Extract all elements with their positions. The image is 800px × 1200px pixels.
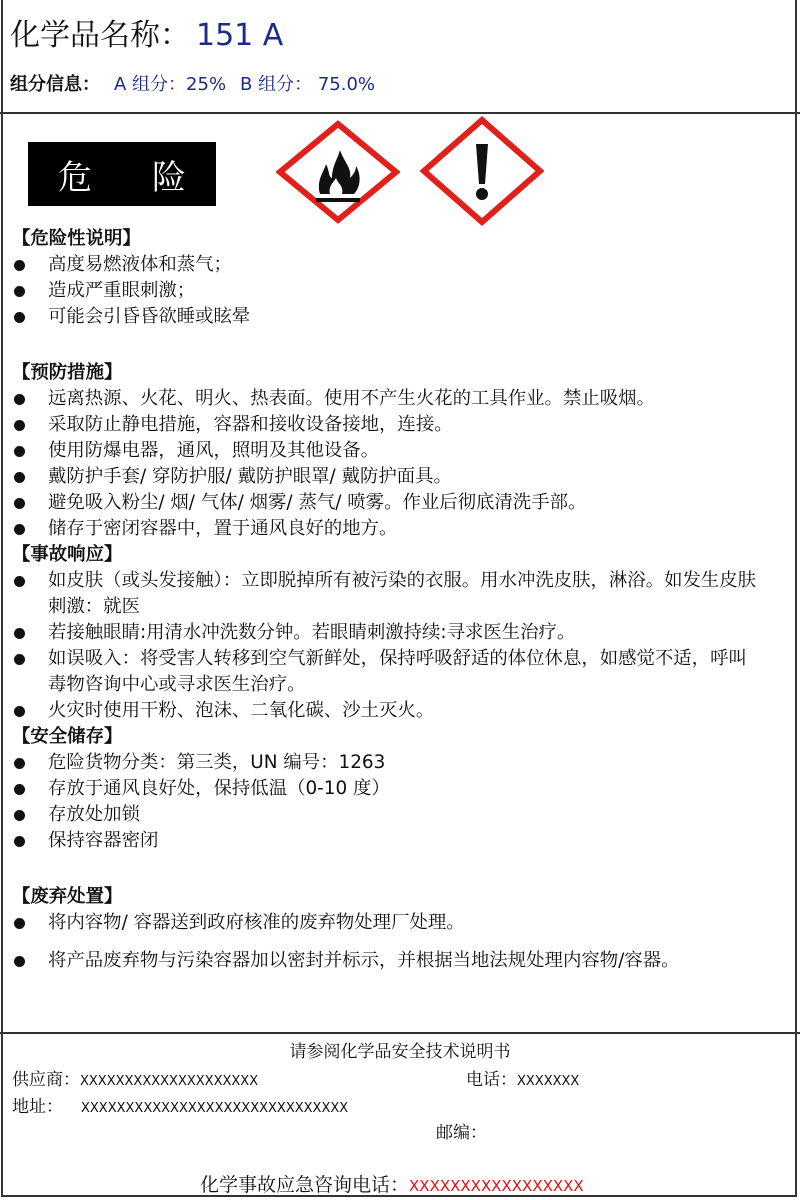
bullet-icon: [14, 758, 25, 769]
bullet-icon: [14, 472, 25, 483]
bullet-icon: [14, 498, 25, 509]
item-text: 储存于密闭容器中，置于通风良好的地方。: [48, 518, 398, 539]
list-item: [12, 412, 792, 438]
address-value: XXXXXXXXXXXXXXXXXXXXXXXXXXXXXX: [81, 1101, 349, 1116]
bullet-icon: [14, 836, 25, 847]
list-item: [12, 490, 792, 516]
supplier-value: XXXXXXXXXXXXXXXXXXXX: [80, 1074, 259, 1089]
section-heading: 【危险性说明】: [12, 228, 141, 249]
msds-note: 请参阅化学品安全技术说明书: [289, 1042, 511, 1062]
section-heading: 【预防措施】: [12, 362, 123, 383]
section-heading: 【事故响应】: [12, 544, 123, 565]
list-item: [12, 568, 792, 620]
item-text: 毒物咨询中心或寻求医生治疗。: [48, 674, 306, 695]
exclamation-icon: [420, 116, 544, 226]
list-item: [12, 278, 792, 304]
list-item: [12, 750, 792, 776]
hazard-sections: [12, 226, 792, 974]
bullet-icon: [14, 654, 25, 665]
list-item: [12, 386, 792, 412]
list-item: [12, 698, 792, 724]
component-a: A 组分：25%: [114, 74, 227, 95]
list-item: [12, 252, 792, 278]
phone-value: XXXXXXX: [517, 1074, 580, 1089]
flame-icon: [276, 120, 400, 224]
list-item: [12, 910, 792, 936]
bullet-icon: [14, 784, 25, 795]
section-heading: 【废弃处置】: [12, 886, 123, 907]
item-text: 危险货物分类：第三类，UN 编号：1263: [48, 752, 386, 773]
list-item: [12, 438, 792, 464]
postcode-label: 邮编：: [436, 1123, 487, 1143]
item-text: 采取防止静电措施，容器和接收设备接地，连接。: [48, 414, 453, 435]
item-text: 远离热源、火花、明火、热表面。使用不产生火花的工具作业。禁止吸烟。: [48, 388, 655, 409]
signal-char: 险: [152, 157, 186, 198]
divider: [0, 1032, 800, 1034]
address-label: 地址：: [12, 1097, 63, 1117]
item-text: 避免吸入粉尘/ 烟/ 气体/ 烟雾/ 蒸气/ 喷雾。作业后彻底清洗手部。: [48, 492, 587, 513]
bullet-icon: [14, 524, 25, 535]
section-heading: 【安全储存】: [12, 726, 123, 747]
list-item: [12, 948, 792, 974]
list-item: [12, 620, 792, 646]
list-item: [12, 776, 792, 802]
bullet-icon: [14, 446, 25, 457]
item-text: 刺激：就医: [48, 596, 140, 617]
phone-label: 电话：: [466, 1070, 517, 1090]
bullet-icon: [14, 956, 25, 967]
bullet-icon: [14, 918, 25, 929]
chemical-name: [10, 10, 283, 54]
list-item: [12, 802, 792, 828]
signal-char: 危: [58, 157, 92, 198]
item-text: 使用防爆电器，通风，照明及其他设备。: [48, 440, 380, 461]
item-text: 可能会引昏昏欲睡或眩晕: [48, 306, 251, 327]
bullet-icon: [14, 420, 25, 431]
item-text: 戴防护手套/ 穿防护服/ 戴防护眼罩/ 戴防护面具。: [48, 466, 452, 487]
bullet-icon: [14, 260, 25, 271]
list-item: [12, 646, 792, 698]
item-text: 存放于通风良好处，保持低温（0-10 度）: [48, 778, 390, 799]
item-text: 保持容器密闭: [48, 830, 159, 851]
item-text: 如误吸入：将受害人转移到空气新鲜处，保持呼吸舒适的体位休息，如感觉不适，呼叫: [48, 648, 747, 669]
bullet-icon: [14, 576, 25, 587]
list-item: [12, 304, 792, 330]
item-text: 将产品废弃物与污染容器加以密封并标示，并根据当地法规处理内容物/容器。: [48, 950, 680, 971]
bullet-icon: [14, 286, 25, 297]
component-info: [10, 70, 375, 96]
item-text: 高度易燃液体和蒸气；: [48, 254, 232, 275]
item-text: 将内容物/ 容器送到政府核准的废弃物处理厂处理。: [48, 912, 465, 933]
signal-word-danger: [28, 142, 216, 206]
supplier-label: 供应商：: [12, 1070, 80, 1090]
bullet-icon: [14, 312, 25, 323]
list-item: [12, 464, 792, 490]
chemical-name-value: 151 A: [196, 18, 284, 53]
item-text: 造成严重眼刺激；: [48, 280, 196, 301]
item-text: 存放处加锁: [48, 804, 140, 825]
bullet-icon: [14, 706, 25, 717]
emergency-phone: XXXXXXXXXXXXXXXXX: [409, 1177, 584, 1195]
item-text: 如皮肤（或头发接触）：立即脱掉所有被污染的衣服。用水冲洗皮肤，淋浴。如发生皮肤: [48, 570, 757, 591]
emergency-label: 化学事故应急咨询电话：: [200, 1174, 410, 1196]
item-text: 火灾时使用干粉、泡沫、二氧化碳、沙土灭火。: [48, 700, 435, 721]
bullet-icon: [14, 628, 25, 639]
component-b: B 组分： 75.0%: [240, 74, 376, 95]
list-item: [12, 516, 792, 542]
divider: [0, 112, 800, 114]
chemical-name-label: 化学品名称：: [10, 18, 190, 53]
bullet-icon: [14, 810, 25, 821]
bullet-icon: [14, 394, 25, 405]
component-label: 组分信息：: [10, 74, 100, 95]
list-item: [12, 828, 792, 854]
item-text: 若接触眼睛:用清水冲洗数分钟。若眼睛刺激持续:寻求医生治疗。: [48, 622, 576, 643]
